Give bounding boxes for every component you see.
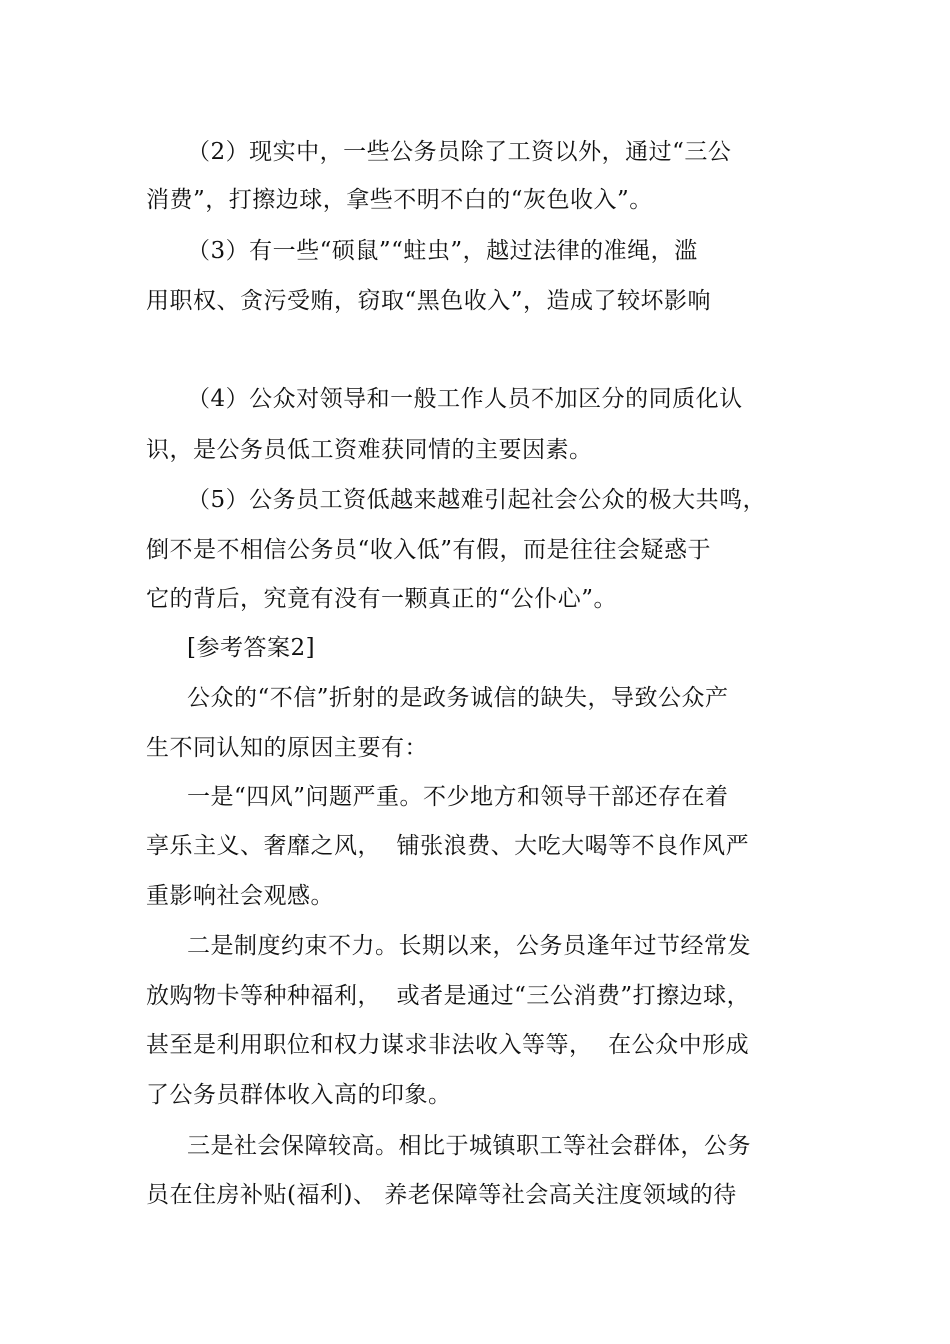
point-one-line-2: 享乐主义、奢靡之风， 铺张浪费、大吃大喝等不良作风严 [146,833,750,859]
paragraph-4-line-1: （4）公众对领导和一般工作人员不加区分的同质化认 [187,386,743,412]
point-two-line-2: 放购物卡等种种福利， 或者是通过“三公消费”打擦边球， [146,983,751,1009]
point-two-line-1: 二是制度约束不力。长期以来，公务员逢年过节经常发 [187,933,751,959]
reference-answer-heading: [参考答案2] [187,635,316,661]
paragraph-5-line-1: （5）公务员工资低越来越难引起社会公众的极大共鸣， [187,487,767,513]
paragraph-4-line-2: 识，是公务员低工资难获同情的主要因素。 [146,437,593,463]
paragraph-3-line-1: （3）有一些“硕鼠”“蛀虫”，越过法律的准绳，滥 [187,238,698,264]
paragraph-3-line-2: 用职权、贪污受贿，窃取“黑色收入”，造成了较坏影响 [146,288,712,314]
point-one-line-1: 一是“四风”问题严重。不少地方和领导干部还存在着 [187,784,729,810]
point-two-line-3: 甚至是利用职位和权力谋求非法收入等等， 在公众中形成 [146,1032,750,1058]
paragraph-2-line-2: 消费”，打擦边球，拿些不明不白的“灰色收入”。 [146,187,653,213]
point-one-line-3: 重影响社会观感。 [146,883,334,909]
intro-line-1: 公众的“不信”折射的是政务诚信的缺失，导致公众产 [187,685,729,711]
paragraph-5-line-2: 倒不是不相信公务员“收入低”有假，而是往往会疑惑于 [146,537,712,563]
point-three-line-2: 员在住房补贴(福利)、 养老保障等社会高关注度领域的待 [146,1182,737,1208]
paragraph-5-line-3: 它的背后，究竟有没有一颗真正的“公仆心”。 [146,586,618,612]
point-two-line-4: 了公务员群体收入高的印象。 [146,1082,452,1108]
intro-line-2: 生不同认知的原因主要有： [146,735,428,761]
paragraph-2-line-1: （2）现实中，一些公务员除了工资以外，通过“三公 [187,139,732,165]
point-three-line-1: 三是社会保障较高。相比于城镇职工等社会群体，公务 [187,1133,751,1159]
